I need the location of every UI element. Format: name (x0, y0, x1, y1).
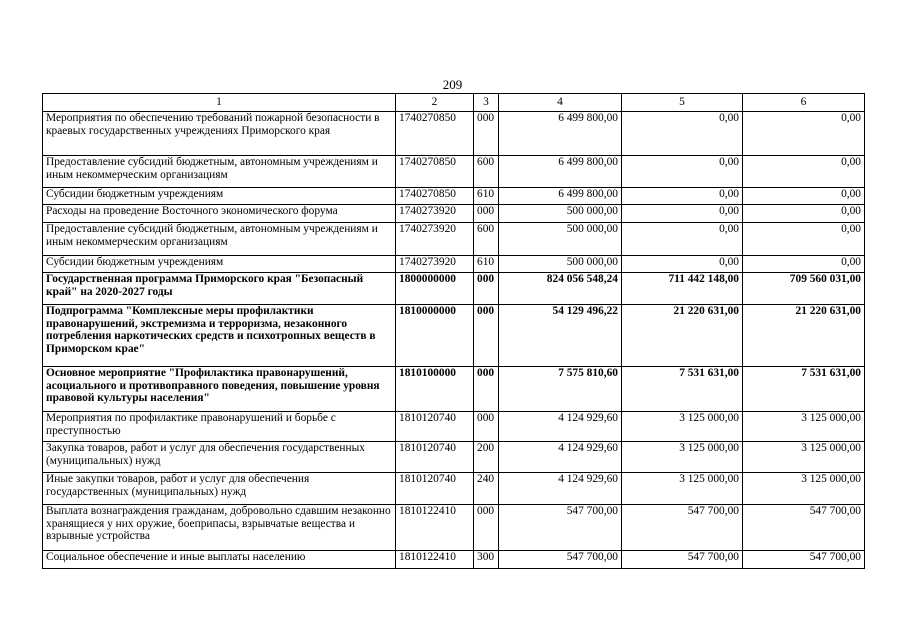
row-type: 300 (474, 551, 499, 569)
row-amount-col-5: 0,00 (622, 256, 743, 273)
row-amount-col-6: 21 220 631,00 (743, 305, 865, 367)
row-type: 000 (474, 305, 499, 367)
table-row (43, 412, 865, 442)
table-body (43, 112, 865, 569)
row-type: 000 (474, 112, 499, 156)
row-amount-col-4: 500 000,00 (499, 223, 622, 256)
row-type: 000 (474, 412, 499, 442)
row-type: 200 (474, 442, 499, 473)
row-amount-col-6: 3 125 000,00 (743, 442, 865, 473)
row-amount-col-6: 0,00 (743, 188, 865, 205)
table-row (43, 367, 865, 412)
row-name: Основное мероприятие "Профилактика правонарушений, асоциального и противоправного поведения, повышение уровня правовой культуры населения" (43, 367, 396, 412)
row-type: 240 (474, 473, 499, 505)
row-amount-col-5: 711 442 148,00 (622, 273, 743, 305)
header-col-3: 3 (474, 94, 499, 112)
row-name: Закупка товаров, работ и услуг для обеспечения государственных (муниципальных) нужд (43, 442, 396, 473)
table-row (43, 223, 865, 256)
row-amount-col-4: 54 129 496,22 (499, 305, 622, 367)
row-amount-col-6: 0,00 (743, 223, 865, 256)
row-name: Мероприятия по обеспечению требований пожарной безопасности в краевых государственных учреждениях Приморского края (43, 112, 396, 156)
row-type: 000 (474, 205, 499, 223)
row-amount-col-6: 0,00 (743, 205, 865, 223)
row-amount-col-4: 4 124 929,60 (499, 473, 622, 505)
row-amount-col-4: 500 000,00 (499, 205, 622, 223)
row-name: Предоставление субсидий бюджетным, автономным учреждениям и иным некоммерческим организациям (43, 156, 396, 188)
row-code: 1810120740 (396, 442, 474, 473)
row-amount-col-5: 0,00 (622, 223, 743, 256)
header-row (43, 94, 865, 112)
table-row (43, 305, 865, 367)
page-number: 209 (442, 77, 463, 92)
header-col-6: 6 (743, 94, 865, 112)
row-type: 600 (474, 223, 499, 256)
row-amount-col-5: 7 531 631,00 (622, 367, 743, 412)
row-name: Государственная программа Приморского края "Безопасный край" на 2020-2027 годы (43, 273, 396, 305)
row-type: 610 (474, 188, 499, 205)
row-name: Расходы на проведение Восточного экономического форума (43, 205, 396, 223)
row-amount-col-5: 547 700,00 (622, 551, 743, 569)
budget-table (42, 93, 865, 569)
table-row (43, 273, 865, 305)
row-name: Мероприятия по профилактике правонарушений и борьбе с преступностью (43, 412, 396, 442)
row-type: 000 (474, 273, 499, 305)
row-amount-col-6: 547 700,00 (743, 551, 865, 569)
row-amount-col-6: 3 125 000,00 (743, 473, 865, 505)
row-amount-col-5: 547 700,00 (622, 505, 743, 551)
row-name: Подпрограмма "Комплексные меры профилактики правонарушений, экстремизма и терроризма, незаконного потребления наркотических средств и психотропных веществ в Приморском крае" (43, 305, 396, 367)
header-col-2: 2 (396, 94, 474, 112)
row-code: 1810122410 (396, 551, 474, 569)
row-amount-col-5: 21 220 631,00 (622, 305, 743, 367)
row-code: 1810000000 (396, 305, 474, 367)
row-amount-col-6: 0,00 (743, 256, 865, 273)
row-code: 1800000000 (396, 273, 474, 305)
row-amount-col-4: 500 000,00 (499, 256, 622, 273)
row-name: Субсидии бюджетным учреждениям (43, 256, 396, 273)
row-name: Выплата вознаграждения гражданам, добровольно сдавшим незаконно хранящиеся у них оружие, боеприпасы, взрывчатые вещества и взрывные устройства (43, 505, 396, 551)
row-amount-col-4: 547 700,00 (499, 551, 622, 569)
row-amount-col-4: 6 499 800,00 (499, 188, 622, 205)
row-amount-col-4: 824 056 548,24 (499, 273, 622, 305)
row-code: 1740273920 (396, 256, 474, 273)
row-amount-col-4: 547 700,00 (499, 505, 622, 551)
row-amount-col-5: 0,00 (622, 205, 743, 223)
row-amount-col-5: 3 125 000,00 (622, 473, 743, 505)
row-code: 1810120740 (396, 473, 474, 505)
row-name: Социальное обеспечение и иные выплаты населению (43, 551, 396, 569)
row-amount-col-6: 3 125 000,00 (743, 412, 865, 442)
row-type: 000 (474, 505, 499, 551)
table-row (43, 156, 865, 188)
row-amount-col-4: 6 499 800,00 (499, 112, 622, 156)
row-amount-col-6: 0,00 (743, 156, 865, 188)
table-row (43, 442, 865, 473)
header-col-1: 1 (43, 94, 396, 112)
row-name: Иные закупки товаров, работ и услуг для обеспечения государственных (муниципальных) нужд (43, 473, 396, 505)
row-amount-col-6: 7 531 631,00 (743, 367, 865, 412)
row-code: 1740270850 (396, 156, 474, 188)
table-header (43, 94, 865, 112)
row-code: 1740270850 (396, 112, 474, 156)
row-code: 1740270850 (396, 188, 474, 205)
table-row (43, 112, 865, 156)
row-code: 1740273920 (396, 205, 474, 223)
row-amount-col-6: 709 560 031,00 (743, 273, 865, 305)
table-row (43, 205, 865, 223)
table-row (43, 188, 865, 205)
table-row (43, 473, 865, 505)
row-amount-col-5: 0,00 (622, 188, 743, 205)
row-amount-col-5: 3 125 000,00 (622, 442, 743, 473)
row-amount-col-4: 4 124 929,60 (499, 442, 622, 473)
row-code: 1810122410 (396, 505, 474, 551)
header-col-4: 4 (499, 94, 622, 112)
table-row (43, 505, 865, 551)
row-amount-col-6: 0,00 (743, 112, 865, 156)
row-amount-col-5: 3 125 000,00 (622, 412, 743, 442)
table-row (43, 551, 865, 569)
header-col-5: 5 (622, 94, 743, 112)
row-amount-col-5: 0,00 (622, 112, 743, 156)
row-code: 1810120740 (396, 412, 474, 442)
row-type: 000 (474, 367, 499, 412)
row-amount-col-4: 4 124 929,60 (499, 412, 622, 442)
row-amount-col-4: 6 499 800,00 (499, 156, 622, 188)
row-amount-col-4: 7 575 810,60 (499, 367, 622, 412)
row-name: Субсидии бюджетным учреждениям (43, 188, 396, 205)
row-name: Предоставление субсидий бюджетным, автономным учреждениям и иным некоммерческим организациям (43, 223, 396, 256)
row-type: 610 (474, 256, 499, 273)
row-code: 1810100000 (396, 367, 474, 412)
row-amount-col-5: 0,00 (622, 156, 743, 188)
row-amount-col-6: 547 700,00 (743, 505, 865, 551)
table-row (43, 256, 865, 273)
row-code: 1740273920 (396, 223, 474, 256)
row-type: 600 (474, 156, 499, 188)
